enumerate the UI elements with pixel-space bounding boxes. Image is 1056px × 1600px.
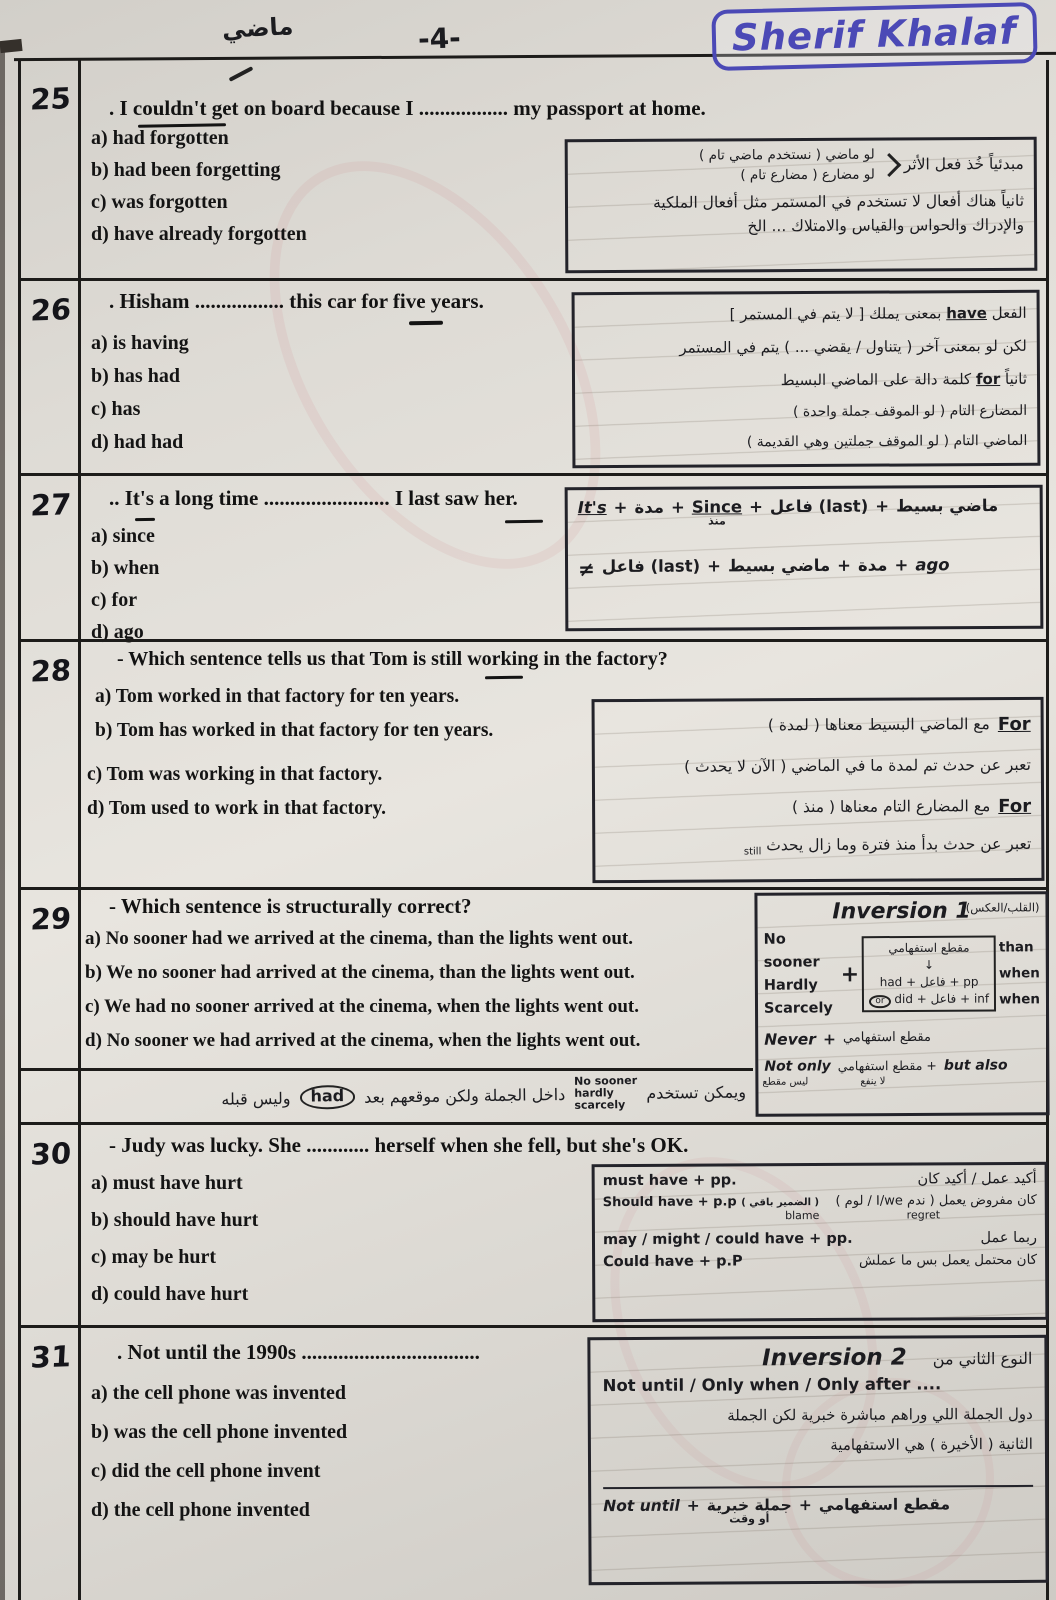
q29-handwritten-remark — [91, 1073, 746, 1118]
formula-token-since — [692, 497, 742, 526]
plus-sign: + — [798, 1496, 812, 1515]
notonly-arabic: مقطع استفهامي + — [837, 1057, 937, 1074]
note-text: تعبر عن حدث بدأ منذ فترة وما زال يحدث — [766, 834, 1032, 855]
plus-sign: + — [837, 555, 852, 575]
starter-word: hardly — [574, 1086, 614, 1100]
question-text: . Hisham ................. this car for five years. — [109, 289, 484, 313]
note-box-q30 — [592, 1162, 1049, 1322]
option-d: d) No sooner we had arrived at the cinema, when the lights went out. — [85, 1030, 641, 1051]
blame-label: blame — [785, 1209, 820, 1223]
note-box-inversion1 — [754, 891, 1049, 1117]
option-d: d) ago — [91, 621, 144, 643]
inversion2-starters: Not until / Only when / Only after .... — [602, 1374, 942, 1396]
inversion2-explanation: دول الجملة اللي وراهم مباشرة خبرية لكن الجملة — [727, 1404, 1033, 1425]
note-box-q27 — [565, 485, 1044, 632]
question-number-cell — [21, 1328, 81, 1600]
question-row — [21, 60, 1046, 278]
connector-word: when — [998, 965, 1040, 982]
inversion2-explanation: الثانية ( الأخيرة ) هي الاستفهامية — [830, 1434, 1033, 1454]
formula-token: Since — [691, 497, 743, 517]
plus-sign: + — [749, 497, 763, 517]
note-line — [585, 297, 1027, 332]
plus-sign: + — [840, 961, 860, 987]
starter-word: No sooner — [574, 1073, 638, 1088]
formula-token: مقطع استفهامي — [818, 1495, 951, 1514]
notonly-small-note: ليس مقطع — [762, 1076, 809, 1088]
never-word: Never — [764, 1030, 816, 1049]
inversion1-connectors — [999, 934, 1040, 1012]
option-a: a) the cell phone was invented — [91, 1382, 346, 1404]
formula-token: فاعل (last) — [769, 496, 869, 517]
inversion1-grid — [764, 927, 1040, 1020]
question-row — [21, 473, 1046, 643]
had-circled: had — [299, 1085, 355, 1109]
plus-sign: + — [670, 497, 685, 517]
question-content — [81, 890, 1046, 1122]
option-a: a) is having — [91, 332, 189, 354]
question-number: 25 — [29, 81, 72, 117]
question-number-cell — [21, 476, 81, 639]
question-number: 28 — [29, 653, 72, 689]
hand-underline — [505, 520, 543, 524]
question-number-cell — [21, 1125, 81, 1325]
inversion1-title-arabic: (القلب/العكس) — [965, 900, 1040, 915]
pattern-question-segment: مقطع استفهامي — [888, 940, 970, 955]
not-equal-sign: ≠ — [577, 557, 595, 582]
starter-word: scarcely — [574, 1098, 626, 1112]
note-keyword: For — [997, 713, 1031, 736]
note-case-present: لو مضارع ( مضارع تام ) — [740, 166, 875, 184]
note-cases — [699, 145, 875, 186]
option-d: d) Tom used to work in that factory. — [87, 798, 387, 819]
pattern-had: had + فاعل + pp — [879, 974, 979, 989]
notonly-line — [764, 1057, 1040, 1074]
pattern-paren: ( الضمير باقي ) — [741, 1197, 820, 1209]
note-line — [585, 363, 1027, 398]
question-text: . I couldn't get on board because I ................. my passport at home. — [109, 96, 706, 120]
modal-meaning: ربما عمل — [980, 1229, 1038, 1247]
note-box-q25 — [565, 137, 1038, 273]
header-handwritten-note: ماضي — [221, 12, 295, 44]
inversion1-starters — [764, 928, 838, 1020]
formula-token: مدة — [857, 555, 888, 575]
option-b: b) has had — [91, 365, 180, 387]
sub-row-divider — [21, 1068, 753, 1071]
note-text: مع الماضي البسيط معناها ( لمدة ) — [767, 715, 990, 735]
note-box-q26 — [572, 290, 1041, 468]
notonly-word: Not only — [764, 1058, 831, 1075]
note-box-q28 — [592, 697, 1045, 883]
regret-label: regret — [906, 1208, 941, 1222]
plus-sign: + — [686, 1496, 700, 1515]
options-list — [91, 122, 307, 250]
inversion1-header — [763, 898, 1039, 924]
formula-token-clause — [707, 1496, 792, 1524]
options-list — [85, 922, 640, 1058]
note-text: ثانياً — [1004, 369, 1028, 388]
inversion2-title: Inversion 2 — [762, 1344, 907, 1372]
note-text: بمعنى يملك [ لا يتم في المستمر ] — [729, 304, 942, 324]
note-text: الفعل — [991, 303, 1027, 323]
inversion2-formula — [603, 1485, 1033, 1525]
option-b: b) when — [91, 557, 160, 579]
note-line: المضارع التام ( لو الموقف جملة واحدة ) — [792, 402, 1028, 421]
formula-token: Not until — [603, 1496, 680, 1516]
hand-underline — [409, 321, 443, 326]
plus-sign: + — [894, 555, 909, 575]
question-row — [21, 639, 1046, 887]
note-keyword: have — [946, 304, 988, 323]
formula-line — [578, 555, 1030, 581]
options-list — [91, 1374, 347, 1530]
inversion1-pattern-box — [862, 935, 996, 1013]
modal-rule-line — [603, 1252, 1037, 1270]
option-c: c) has — [91, 398, 141, 420]
option-b: b) had been forgetting — [91, 159, 281, 181]
note-line: تعبر عن حدث تم لمدة ما في الماضي ( الآن لا يحدث ) — [684, 755, 1031, 776]
question-number: 26 — [29, 292, 72, 328]
option-c: c) We had no sooner arrived at the cinema, when the lights went out. — [85, 996, 639, 1017]
modal-pattern: Could have + p.P — [603, 1253, 743, 1271]
remark-starter-stack — [574, 1075, 637, 1112]
option-b: b) We no sooner had arrived at the cinema, than the lights went out. — [85, 962, 635, 983]
inversion2-header — [602, 1344, 1032, 1372]
inversion1-title: Inversion 1 — [832, 898, 971, 925]
formula-token: ماضي بسيط — [727, 555, 831, 576]
question-number: 30 — [29, 1136, 72, 1172]
formula-sub-label: أو وقت — [729, 1512, 770, 1526]
question-number: 29 — [29, 901, 72, 937]
modal-rule-line — [603, 1230, 1037, 1248]
pattern-did-line — [869, 990, 989, 1009]
question-content — [81, 642, 1046, 887]
option-d: d) could have hurt — [91, 1283, 249, 1305]
formula-token: جملة خبرية — [706, 1496, 792, 1515]
modal-pattern — [603, 1194, 819, 1210]
remark-text: وليس قبله — [221, 1088, 291, 1109]
option-c: c) was forgotten — [91, 191, 228, 213]
options-list — [91, 520, 159, 648]
question-number-cell — [21, 60, 81, 278]
note-line: ثانياً هناك أفعال لا تستخدم في المستمر مثل أفعال الملكية — [653, 191, 1025, 212]
option-b: b) should have hurt — [91, 1209, 259, 1231]
never-arabic: مقطع استفهامي — [842, 1029, 931, 1046]
modal-pattern: must have + pp. — [602, 1172, 737, 1190]
question-row — [21, 887, 1046, 1122]
option-c: c) for — [91, 589, 138, 611]
question-number-cell — [21, 890, 81, 1122]
label-line — [603, 1208, 1037, 1226]
note-line — [605, 786, 1031, 829]
formula-token: It's — [577, 498, 607, 518]
note-text: كلمة دالة على الماضي البسيط — [780, 370, 972, 390]
option-c: c) may be hurt — [91, 1246, 216, 1268]
note-line — [578, 144, 1024, 186]
scan-corner-mark — [0, 39, 23, 53]
question-content — [81, 281, 1046, 473]
option-b: b) was the cell phone invented — [91, 1421, 348, 1443]
options-list — [91, 327, 189, 459]
modal-meaning: كان محتمل يعمل بس ما عملش — [858, 1251, 1038, 1269]
question-number-cell — [21, 281, 81, 473]
option-a: a) since — [91, 525, 155, 547]
note-intro: مبدئياً خُذ فعل الأثر — [903, 154, 1024, 174]
starter-word: Scarcely — [763, 1000, 833, 1017]
never-rule — [764, 1029, 1040, 1048]
question-content — [81, 1125, 1046, 1325]
note-keyword: For — [998, 795, 1032, 818]
option-a: a) had forgotten — [91, 127, 229, 149]
formula-token: فاعل (last) — [601, 556, 701, 577]
question-text: .. It's a long time ........................ I last saw her. — [109, 486, 518, 510]
starter-word: Hardly — [763, 977, 818, 994]
question-content — [81, 1328, 1046, 1600]
question-row — [21, 278, 1046, 473]
modal-rule-line — [603, 1171, 1037, 1189]
option-b: b) Tom has worked in that factory for ten years. — [95, 720, 494, 741]
option-d: d) the cell phone invented — [91, 1499, 310, 1521]
question-number-cell — [21, 642, 81, 887]
options-list — [91, 1165, 258, 1313]
question-number: 27 — [29, 487, 72, 523]
formula-line — [578, 496, 1030, 527]
starter-word: No sooner — [763, 931, 820, 971]
notonly-rule — [762, 1057, 1040, 1088]
scan-edge-left — [0, 46, 5, 1600]
option-a: a) must have hurt — [91, 1172, 243, 1194]
connector-word: than — [998, 939, 1034, 956]
note-line: لكن لو بمعنى آخر ( يتناول / يقضي ... ) يتم في المستمر — [679, 336, 1027, 357]
down-arrow: ↓ — [923, 957, 935, 972]
note-line: والإدراك والحواس والقياس والامتلاك ... الخ — [747, 215, 1025, 236]
option-a: a) No sooner had we arrived at the cinema, than the lights went out. — [85, 928, 633, 949]
modal-pattern: may / might / could have + pp. — [602, 1230, 853, 1249]
plus-sign: + — [875, 496, 890, 516]
question-content — [81, 476, 1046, 643]
remark-text: ويمكن تستخدم — [646, 1081, 747, 1103]
notonly-small-note: لا ينفع — [860, 1076, 886, 1088]
note-sub-label: still — [743, 846, 762, 858]
inversion2-title-arabic: النوع الثاني من — [932, 1348, 1033, 1369]
note-box-inversion2 — [587, 1335, 1048, 1585]
butalso-word: but also — [943, 1057, 1008, 1074]
remark-text: داخل الجملة ولكن موقعهم بعد — [364, 1084, 566, 1107]
note-text: مع المضارع التام معناها ( منذ ) — [791, 797, 991, 817]
brace-mark — [877, 153, 901, 177]
pattern-did: did + فاعل + inf — [894, 991, 990, 1006]
question-table — [18, 60, 1049, 1600]
note-keyword: for — [975, 369, 1001, 389]
teacher-stamp: Sherif Khalaf — [711, 2, 1037, 71]
page-number: -4- — [417, 21, 462, 56]
formula-sub-label: منذ — [708, 514, 726, 528]
question-row — [21, 1122, 1046, 1325]
formula-token: ago — [915, 555, 950, 575]
formula-token: مدة — [634, 497, 665, 517]
hand-underline — [485, 676, 523, 680]
option-a: a) Tom worked in that factory for ten years. — [95, 686, 460, 707]
note-line — [605, 704, 1031, 747]
pattern-text: Should have + p.p — [602, 1194, 737, 1211]
modal-meaning: أكيد عمل / أكيد كان — [917, 1170, 1037, 1188]
question-text: - Which sentence is structurally correct? — [109, 894, 472, 918]
question-row — [21, 1325, 1046, 1600]
modal-meaning: كان مفروض يعمل ( ندم I/we / لوم ) — [835, 1192, 1037, 1209]
option-c: c) did the cell phone invent — [91, 1460, 321, 1482]
connector-word: when — [999, 991, 1041, 1008]
note-line: الماضي التام ( لو الموقف جملتين وهي القديمة ) — [746, 432, 1028, 451]
option-d: d) have already forgotten — [91, 223, 307, 245]
question-text: - Which sentence tells us that Tom is still working in the factory? — [117, 648, 668, 670]
plus-sign: + — [822, 1030, 836, 1049]
formula-token: ماضي بسيط — [895, 495, 999, 516]
note-line — [605, 827, 1031, 870]
question-text: . Not until the 1990s .................................. — [117, 1340, 480, 1364]
option-c: c) Tom was working in that factory. — [87, 764, 383, 785]
question-content — [81, 60, 1046, 278]
question-number: 31 — [29, 1339, 72, 1375]
question-text: - Judy was lucky. She ............ herself when she fell, but she's OK. — [109, 1133, 689, 1157]
or-circled: or — [869, 995, 890, 1009]
plus-sign: + — [707, 556, 722, 576]
note-case-past: لو ماضي ( نستخدم ماضي تام ) — [698, 146, 875, 164]
option-d: d) had had — [91, 431, 184, 453]
plus-sign: + — [613, 497, 628, 517]
